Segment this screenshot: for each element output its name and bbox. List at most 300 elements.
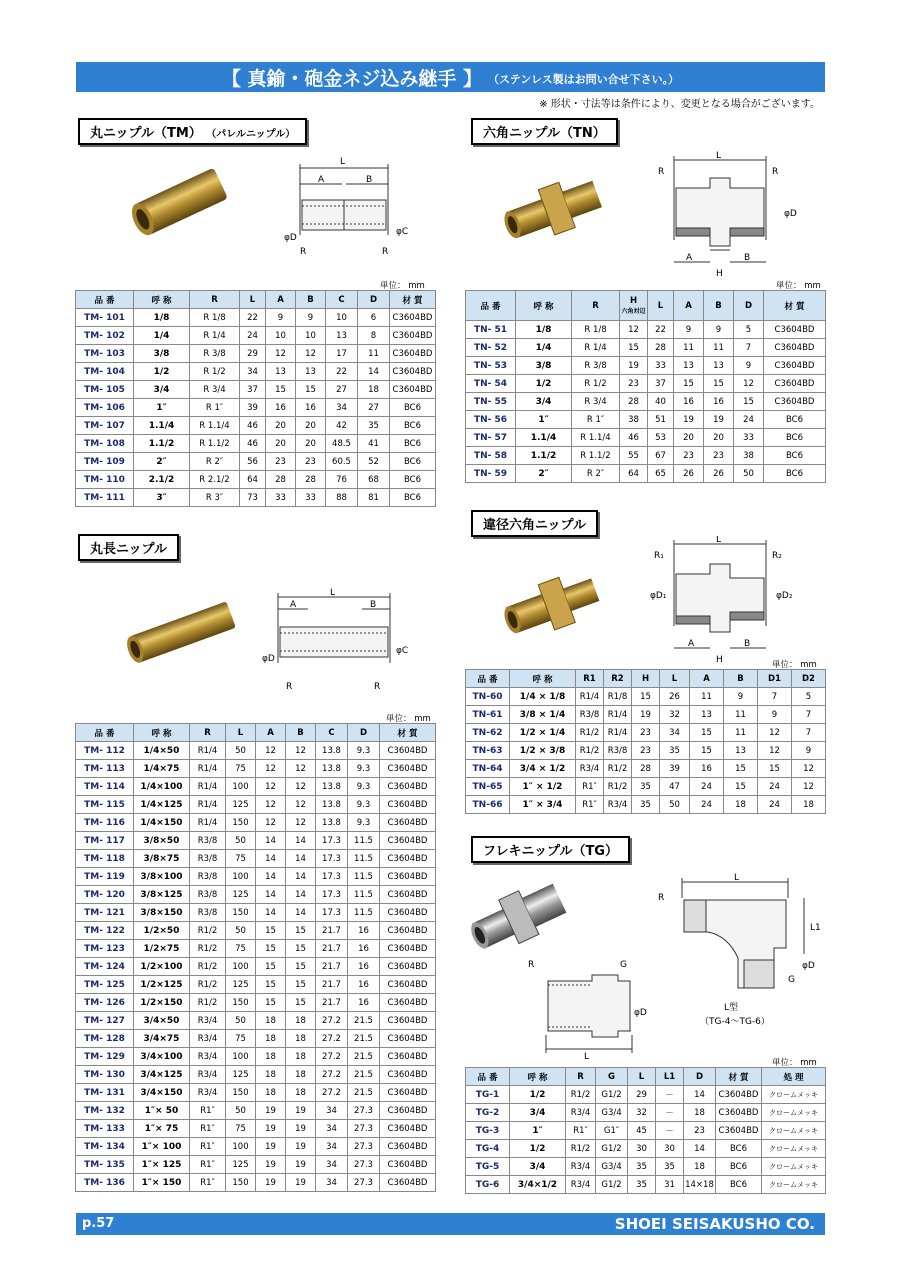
table-cell: 9 <box>704 321 734 339</box>
table-cell: TN- 58 <box>466 447 516 465</box>
table-cell: クロームメッキ <box>762 1158 826 1176</box>
table-cell: 14 <box>256 850 286 868</box>
tmlong-spec-table <box>75 723 436 1192</box>
table-row <box>76 435 436 453</box>
table-cell: 73 <box>240 489 266 507</box>
tm-diagram-D: φD <box>284 233 297 243</box>
table-row <box>76 1012 436 1030</box>
tg-col-header: L <box>628 1068 656 1086</box>
tnr-col-header: H <box>632 670 660 688</box>
table-cell: R1/4 <box>604 706 632 724</box>
table-row <box>76 309 436 327</box>
table-cell: R1/4 <box>190 742 226 760</box>
table-cell: 13 <box>724 742 758 760</box>
table-cell: 38 <box>734 447 764 465</box>
table-cell: TM- 118 <box>76 850 134 868</box>
table-cell: 100 <box>226 1138 256 1156</box>
table-cell: 5 <box>734 321 764 339</box>
table-cell: 1/4 <box>134 327 190 345</box>
table-cell: R 2.1/2 <box>190 471 240 489</box>
table-cell: 53 <box>648 429 674 447</box>
table-cell: BC6 <box>716 1158 762 1176</box>
table-row <box>466 339 826 357</box>
tnr-dimension-diagram <box>648 536 828 666</box>
table-cell: 1/2 × 3/8 <box>510 742 576 760</box>
table-cell: 1/2×125 <box>134 976 190 994</box>
table-cell: 20 <box>296 417 326 435</box>
table-cell: R3/4 <box>190 1048 226 1066</box>
table-cell: C3604BD <box>380 742 436 760</box>
tmlong-col-header: 品 番 <box>76 724 134 742</box>
table-cell: 1″ <box>516 411 572 429</box>
table-cell: 125 <box>226 1156 256 1174</box>
tnr-col-header: D2 <box>792 670 826 688</box>
table-cell: R1/4 <box>190 760 226 778</box>
table-cell: 11 <box>690 688 724 706</box>
table-row <box>76 345 436 363</box>
table-cell: 17 <box>326 345 358 363</box>
table-row <box>466 393 826 411</box>
table-cell: 14 <box>358 363 390 381</box>
tn-diagram-L: L <box>716 151 722 161</box>
table-cell: R 1″ <box>190 399 240 417</box>
tm-header-row <box>76 291 436 309</box>
table-cell: 75 <box>226 1030 256 1048</box>
table-cell: C3604BD <box>380 814 436 832</box>
table-cell: 14 <box>684 1086 716 1104</box>
table-cell: 28 <box>266 471 296 489</box>
table-cell: 3/4×75 <box>134 1030 190 1048</box>
table-row <box>76 453 436 471</box>
table-cell: C3604BD <box>380 1048 436 1066</box>
table-cell: 45 <box>628 1122 656 1140</box>
table-cell: BC6 <box>390 399 436 417</box>
table-cell: 38 <box>620 411 648 429</box>
page-number: p.57 <box>82 1216 115 1231</box>
table-cell: R1″ <box>576 796 604 814</box>
table-cell: TM- 117 <box>76 832 134 850</box>
table-cell: R3/4 <box>576 760 604 778</box>
tg-col-header: G <box>596 1068 628 1086</box>
table-cell: 3″ <box>134 489 190 507</box>
table-cell: 12 <box>296 345 326 363</box>
table-cell: 5 <box>792 688 826 706</box>
tg-diagram-G: G <box>620 960 627 970</box>
table-cell: 15 <box>674 375 704 393</box>
tnr-diagram-D2: φD₂ <box>776 591 793 601</box>
table-cell: 19 <box>704 411 734 429</box>
table-cell: 29 <box>240 345 266 363</box>
table-cell: 12 <box>792 778 826 796</box>
table-cell: C3604BD <box>380 832 436 850</box>
table-cell: 50 <box>226 832 256 850</box>
tm-col-header: B <box>296 291 326 309</box>
table-row <box>466 465 826 483</box>
table-cell: 18 <box>684 1158 716 1176</box>
table-cell: 15 <box>286 958 316 976</box>
table-cell: G3/4 <box>596 1104 628 1122</box>
tm-diagram-R1: R <box>300 247 307 257</box>
table-cell: TG-4 <box>466 1140 510 1158</box>
tg-col-header: D <box>684 1068 716 1086</box>
table-cell: 15 <box>690 742 724 760</box>
table-cell: 100 <box>226 1048 256 1066</box>
table-cell: BC6 <box>390 417 436 435</box>
table-cell: 23 <box>296 453 326 471</box>
table-cell: R1/2 <box>190 922 226 940</box>
table-cell: 21.5 <box>348 1012 380 1030</box>
table-cell: C3604BD <box>764 321 826 339</box>
table-cell: TM- 105 <box>76 381 134 399</box>
table-cell: 28 <box>296 471 326 489</box>
table-cell: 16 <box>348 922 380 940</box>
table-cell: 75 <box>226 940 256 958</box>
table-cell: 12 <box>256 778 286 796</box>
table-cell: 12 <box>792 760 826 778</box>
table-cell: 13.8 <box>316 742 348 760</box>
tn-col-header: 呼 称 <box>516 291 572 321</box>
tg-product-photo <box>462 876 572 961</box>
table-row <box>76 886 436 904</box>
tmlong-diagram-R1: R <box>286 682 293 692</box>
table-cell: 24 <box>240 327 266 345</box>
section-title-tnr <box>471 510 598 537</box>
table-cell: 27 <box>326 381 358 399</box>
tmlong-col-header: A <box>256 724 286 742</box>
table-row <box>76 1138 436 1156</box>
table-cell: C3604BD <box>380 922 436 940</box>
table-cell: 23 <box>266 453 296 471</box>
table-cell: － <box>656 1086 684 1104</box>
table-cell: 21.7 <box>316 976 348 994</box>
tnr-col-header: R2 <box>604 670 632 688</box>
tmlong-diagram-D: φD <box>262 654 275 664</box>
table-cell: TM- 129 <box>76 1048 134 1066</box>
tg-unit-label: 単位： mm <box>772 1058 817 1068</box>
table-cell: 14 <box>286 832 316 850</box>
table-cell: C3604BD <box>380 868 436 886</box>
table-row <box>76 489 436 507</box>
tmlong-col-header: 材 質 <box>380 724 436 742</box>
tn-diagram-H: H <box>716 269 723 279</box>
table-cell: 1/2 <box>510 1086 566 1104</box>
table-cell: － <box>656 1104 684 1122</box>
table-cell: TM- 110 <box>76 471 134 489</box>
tmlong-diagram-R2: R <box>374 682 381 692</box>
table-cell: R3/8 <box>576 706 604 724</box>
tnr-product-photo <box>498 565 608 645</box>
table-cell: TM- 132 <box>76 1102 134 1120</box>
table-cell: 13 <box>296 363 326 381</box>
table-cell: 21.7 <box>316 958 348 976</box>
table-cell: 100 <box>226 958 256 976</box>
table-cell: 21.7 <box>316 940 348 958</box>
table-cell: BC6 <box>764 447 826 465</box>
table-row <box>466 1122 826 1140</box>
table-cell: 23 <box>704 447 734 465</box>
table-cell: 1″× 150 <box>134 1174 190 1192</box>
table-cell: 3/8×125 <box>134 886 190 904</box>
table-cell: 1/4×150 <box>134 814 190 832</box>
table-row <box>76 760 436 778</box>
table-cell: 3/4×1/2 <box>510 1176 566 1194</box>
tg-elbow-diagram <box>648 870 828 1035</box>
table-cell: 125 <box>226 1066 256 1084</box>
table-cell: 12 <box>758 724 792 742</box>
table-cell: 23 <box>620 375 648 393</box>
tn-spec-table <box>465 290 826 483</box>
table-cell: TN-61 <box>466 706 510 724</box>
table-cell: R 1.1/4 <box>572 429 620 447</box>
table-cell: TM- 131 <box>76 1084 134 1102</box>
table-cell: TM- 109 <box>76 453 134 471</box>
table-cell: R1/2 <box>190 994 226 1012</box>
table-cell: 33 <box>734 429 764 447</box>
table-row <box>76 994 436 1012</box>
table-cell: 9 <box>296 309 326 327</box>
table-cell: 27.2 <box>316 1012 348 1030</box>
table-cell: R1/2 <box>190 976 226 994</box>
table-row <box>76 1066 436 1084</box>
table-row <box>466 1176 826 1194</box>
table-cell: 35 <box>656 1158 684 1176</box>
table-row <box>76 1156 436 1174</box>
banner-title: 【 真鍮・砲金ネジ込み継手 】 <box>221 67 483 90</box>
table-cell: C3604BD <box>380 778 436 796</box>
table-cell: 11.5 <box>348 904 380 922</box>
table-cell: C3604BD <box>380 1174 436 1192</box>
table-cell: 46 <box>620 429 648 447</box>
table-cell: 3/4 <box>510 1158 566 1176</box>
table-cell: 14 <box>286 904 316 922</box>
table-cell: 100 <box>226 778 256 796</box>
table-cell: 14 <box>256 832 286 850</box>
table-row <box>76 1048 436 1066</box>
tn-diagram-R1: R <box>658 167 665 177</box>
table-cell: TM- 133 <box>76 1120 134 1138</box>
table-cell: 19 <box>256 1138 286 1156</box>
table-row <box>76 1174 436 1192</box>
table-cell: TM- 103 <box>76 345 134 363</box>
table-cell: 9 <box>758 706 792 724</box>
table-cell: 2″ <box>134 453 190 471</box>
tg-elbow-range: （TG-4～TG-6） <box>700 1017 770 1027</box>
table-cell: 12 <box>256 814 286 832</box>
table-cell: R 3/8 <box>572 357 620 375</box>
table-cell: BC6 <box>764 465 826 483</box>
table-cell: TN-62 <box>466 724 510 742</box>
table-cell: R1″ <box>190 1138 226 1156</box>
table-cell: 9 <box>674 321 704 339</box>
table-cell: 26 <box>674 465 704 483</box>
table-cell: TM- 125 <box>76 976 134 994</box>
table-cell: 20 <box>296 435 326 453</box>
table-cell: 18 <box>286 1048 316 1066</box>
tg-straight-diagram <box>520 955 660 1060</box>
table-cell: C3604BD <box>390 381 436 399</box>
table-cell: R 1.1/2 <box>190 435 240 453</box>
table-cell: R3/4 <box>190 1012 226 1030</box>
table-cell: R1/4 <box>190 814 226 832</box>
table-cell: 150 <box>226 1174 256 1192</box>
table-cell: 23 <box>684 1122 716 1140</box>
table-cell: 34 <box>326 399 358 417</box>
table-cell: C3604BD <box>716 1104 762 1122</box>
table-cell: 1″× 125 <box>134 1156 190 1174</box>
tn-col-header: B <box>704 291 734 321</box>
tn-product-photo <box>498 170 608 250</box>
table-cell: R1/4 <box>190 796 226 814</box>
table-cell: 16 <box>704 393 734 411</box>
table-cell: TM- 124 <box>76 958 134 976</box>
table-cell: 11.5 <box>348 868 380 886</box>
table-row <box>76 778 436 796</box>
table-cell: 9.3 <box>348 742 380 760</box>
table-cell: 16 <box>296 399 326 417</box>
tg-col-header: L1 <box>656 1068 684 1086</box>
table-cell: 15 <box>758 760 792 778</box>
table-cell: 27.2 <box>316 1048 348 1066</box>
table-cell: 18 <box>286 1066 316 1084</box>
table-cell: 11 <box>674 339 704 357</box>
table-cell: C3604BD <box>380 1084 436 1102</box>
table-cell: R1″ <box>190 1102 226 1120</box>
tmlong-diagram-A: A <box>290 600 297 610</box>
table-cell: 12 <box>286 814 316 832</box>
tnr-diagram-R2: R₂ <box>772 551 782 561</box>
table-cell: 1″× 100 <box>134 1138 190 1156</box>
table-cell: BC6 <box>716 1140 762 1158</box>
table-cell: TN-64 <box>466 760 510 778</box>
table-cell: 15 <box>286 940 316 958</box>
table-cell: 12 <box>256 796 286 814</box>
table-cell: 12 <box>758 742 792 760</box>
table-cell: TN- 51 <box>466 321 516 339</box>
table-cell: 150 <box>226 1084 256 1102</box>
table-cell: 75 <box>226 850 256 868</box>
table-cell: 26 <box>660 688 690 706</box>
table-cell: 24 <box>758 778 792 796</box>
table-row <box>466 357 826 375</box>
table-row <box>76 1030 436 1048</box>
table-cell: R1/2 <box>190 940 226 958</box>
table-cell: 46 <box>240 417 266 435</box>
table-row <box>76 940 436 958</box>
table-cell: 22 <box>240 309 266 327</box>
tn-dimension-diagram <box>648 150 828 280</box>
tm-diagram-A: A <box>318 175 325 185</box>
table-cell: TM- 128 <box>76 1030 134 1048</box>
table-cell: 14 <box>286 868 316 886</box>
table-cell: 12 <box>286 760 316 778</box>
table-cell: TM- 130 <box>76 1066 134 1084</box>
table-cell: R1/4 <box>190 778 226 796</box>
tm-col-header: L <box>240 291 266 309</box>
catalog-banner <box>76 62 825 92</box>
table-cell: R 1″ <box>572 411 620 429</box>
table-cell: R3/4 <box>566 1158 596 1176</box>
table-cell: BC6 <box>716 1176 762 1194</box>
table-cell: TM- 113 <box>76 760 134 778</box>
table-cell: 27.3 <box>348 1156 380 1174</box>
table-cell: 50 <box>226 922 256 940</box>
tg-elbow-type: L型 <box>724 1003 739 1013</box>
table-cell: 1.1/4 <box>134 417 190 435</box>
table-cell: 29 <box>628 1086 656 1104</box>
table-cell: 12 <box>734 375 764 393</box>
table-cell: G1/2 <box>596 1086 628 1104</box>
table-cell: TM- 136 <box>76 1174 134 1192</box>
table-cell: 13.8 <box>316 778 348 796</box>
table-cell: 27 <box>358 399 390 417</box>
table-cell: TG-5 <box>466 1158 510 1176</box>
tmlong-unit-label: 単位： mm <box>386 714 431 724</box>
tg-elbow-G: G <box>788 975 795 985</box>
table-cell: 18 <box>286 1084 316 1102</box>
table-cell: TM- 135 <box>76 1156 134 1174</box>
tmlong-col-header: R <box>190 724 226 742</box>
table-cell: 19 <box>256 1120 286 1138</box>
table-cell: 1.1/2 <box>134 435 190 453</box>
table-cell: 18 <box>256 1030 286 1048</box>
table-cell: 81 <box>358 489 390 507</box>
table-cell: TM- 123 <box>76 940 134 958</box>
tm-col-header: D <box>358 291 390 309</box>
table-cell: 100 <box>226 868 256 886</box>
table-cell: TM- 127 <box>76 1012 134 1030</box>
table-cell: 9.3 <box>348 760 380 778</box>
table-cell: 23 <box>632 724 660 742</box>
table-cell: TM- 116 <box>76 814 134 832</box>
table-cell: 28 <box>632 760 660 778</box>
section-title-tg <box>471 836 630 863</box>
table-cell: TN-66 <box>466 796 510 814</box>
disclaimer-note: ※ 形状・寸法等は条件により、変更となる場合がございます。 <box>539 99 820 110</box>
table-cell: TM- 122 <box>76 922 134 940</box>
table-cell: 15 <box>256 994 286 1012</box>
table-cell: 13.8 <box>316 796 348 814</box>
table-cell: 1/4 <box>516 339 572 357</box>
table-cell: 47 <box>660 778 690 796</box>
table-cell: TM- 126 <box>76 994 134 1012</box>
table-cell: 64 <box>620 465 648 483</box>
tnr-col-header: 呼 称 <box>510 670 576 688</box>
table-cell: 1/2 <box>516 375 572 393</box>
table-cell: R3/8 <box>190 904 226 922</box>
table-cell: 50 <box>226 742 256 760</box>
table-cell: 9 <box>266 309 296 327</box>
table-cell: 19 <box>674 411 704 429</box>
table-cell: 150 <box>226 994 256 1012</box>
table-cell: 19 <box>286 1138 316 1156</box>
table-cell: 40 <box>648 393 674 411</box>
tn-unit-label: 単位： mm <box>776 281 821 291</box>
table-row <box>76 922 436 940</box>
table-cell: 56 <box>240 453 266 471</box>
table-cell: 13.8 <box>316 814 348 832</box>
table-cell: C3604BD <box>380 976 436 994</box>
table-cell: 68 <box>358 471 390 489</box>
table-cell: 41 <box>358 435 390 453</box>
table-cell: 19 <box>286 1120 316 1138</box>
table-cell: BC6 <box>390 435 436 453</box>
table-cell: 27.2 <box>316 1066 348 1084</box>
tnr-diagram-R1: R₁ <box>654 551 664 561</box>
table-cell: 3/4 <box>510 1104 566 1122</box>
table-cell: 12 <box>256 760 286 778</box>
table-row <box>76 363 436 381</box>
table-cell: R1/2 <box>190 958 226 976</box>
